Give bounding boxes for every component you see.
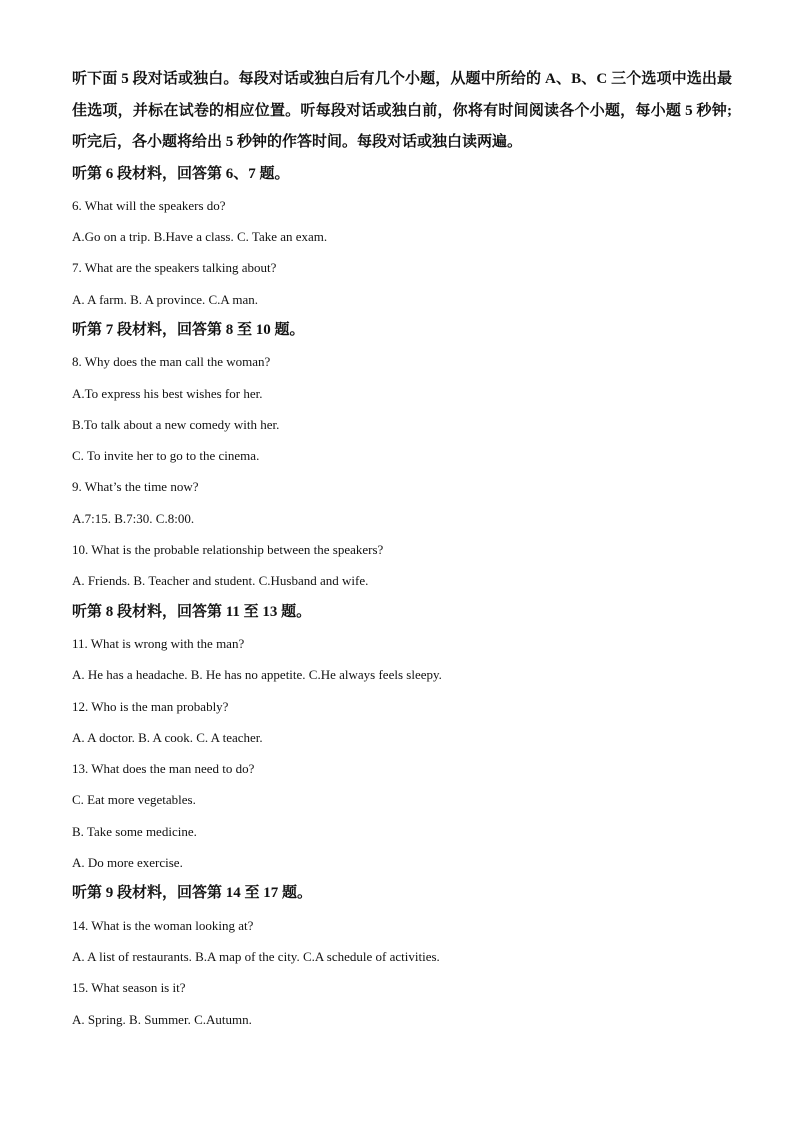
- option-8c: C. To invite her to go to the cinema.: [72, 448, 260, 464]
- options-6: A.Go on a trip. B.Have a class. C. Take an exam.: [72, 229, 328, 245]
- section-heading-7: 听第 7 段材料，回答第 8 至 10 题。: [72, 321, 305, 338]
- option-13a: A. Do more exercise.: [72, 855, 183, 871]
- section-heading-8: 听第 8 段材料，回答第 11 至 13 题。: [72, 603, 312, 620]
- section-heading-9: 听第 9 段材料，回答第 14 至 17 题。: [72, 885, 313, 902]
- options-15: A. Spring. B. Summer. C.Autumn.: [72, 1011, 252, 1027]
- options-11: A. He has a headache. B. He has no appetite. C.He always feels sleepy.: [72, 667, 442, 683]
- question-6: 6. What will the speakers do?: [72, 197, 226, 213]
- option-8a: A.To express his best wishes for her.: [72, 385, 263, 401]
- question-11: 11. What is wrong with the man?: [72, 635, 245, 651]
- section-heading-6: 听第 6 段材料，回答第 6、7 题。: [72, 165, 290, 182]
- options-7: A. A farm. B. A province. C.A man.: [72, 291, 258, 307]
- options-9: A.7:15. B.7:30. C.8:00.: [72, 510, 195, 526]
- options-12: A. A doctor. B. A cook. C. A teacher.: [72, 729, 263, 745]
- question-8: 8. Why does the man call the woman?: [72, 354, 271, 370]
- question-12: 12. Who is the man probably?: [72, 698, 229, 714]
- option-8b: B.To talk about a new comedy with her.: [72, 416, 280, 432]
- option-13c: C. Eat more vegetables.: [72, 792, 196, 808]
- options-10: A. Friends. B. Teacher and student. C.Husband and wife.: [72, 573, 369, 589]
- question-14: 14. What is the woman looking at?: [72, 917, 254, 933]
- question-9: 9. What’s the time now?: [72, 479, 199, 495]
- question-13: 13. What does the man need to do?: [72, 761, 255, 777]
- question-15: 15. What season is it?: [72, 980, 186, 996]
- question-10: 10. What is the probable relationship between the speakers?: [72, 542, 384, 558]
- options-14: A. A list of restaurants. B.A map of the city. C.A schedule of activities.: [72, 948, 440, 964]
- instructions-paragraph: 听下面 5 段对话或独白。每段对话或独白后有几个小题，从题中所给的 A、B、C 三个选项中选出最佳选项，并标在试卷的相应位置。听每段对话或独白前，你将有时间阅读各个小题，每小题 5 秒钟;听完后，各小题将给出 5 秒钟的作答时间。每段对话或独白读两遍。: [72, 71, 732, 150]
- question-7: 7. What are the speakers talking about?: [72, 260, 277, 276]
- option-13b: B. Take some medicine.: [72, 823, 197, 839]
- exam-page: [72, 64, 732, 1035]
